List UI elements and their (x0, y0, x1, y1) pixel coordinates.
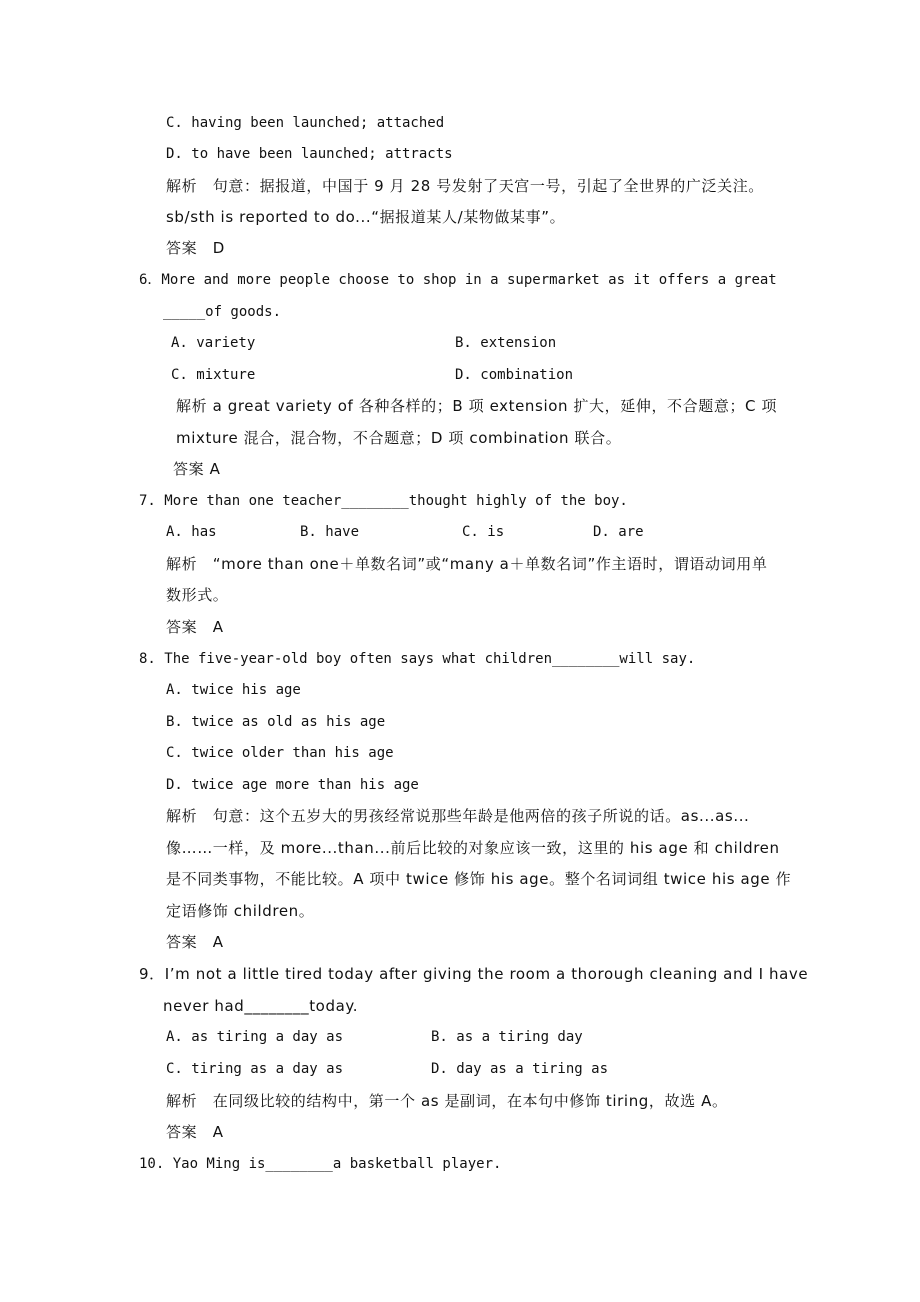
q10-stem: 10. Yao Ming is________a basketball player. (139, 1156, 502, 1172)
q9-stem-line-1: 9．I’m not a little tired today after giving the room a thorough cleaning and I have (139, 965, 809, 983)
q7-option-d: D. are (593, 524, 644, 540)
q5-answer: 答案 D (166, 239, 225, 257)
q8-explanation-line-1: 解析 句意：这个五岁大的男孩经常说那些年龄是他两倍的孩子所说的话。as...as... (166, 807, 750, 825)
q5-explanation-line-1: 解析 句意：据报道，中国于 9 月 28 号发射了天宫一号，引起了全世界的广泛关注。 (166, 177, 764, 195)
q8-option-d: D. twice age more than his age (166, 777, 419, 793)
q9-option-b: B. as a tiring day (431, 1029, 583, 1045)
q5-option-c: C. having been launched; attached (166, 115, 445, 131)
q6-option-c: C. mixture (171, 367, 256, 383)
q8-explanation-line-4: 定语修饰 children。 (166, 902, 315, 920)
q6-stem-line-1: 6．More and more people choose to shop in a supermarket as it offers a great (139, 272, 777, 288)
q6-stem-line-2: _____of goods. (163, 304, 282, 320)
q5-option-d: D. to have been launched; attracts (166, 146, 453, 162)
q6-answer: 答案 A (173, 460, 221, 478)
q6-option-a: A. variety (171, 335, 256, 351)
q8-option-a: A. twice his age (166, 682, 301, 698)
q8-explanation-line-2: 像……一样，及 more...than...前后比较的对象应该一致，这里的 his age 和 children (166, 839, 780, 857)
q5-explanation-line-2: sb/sth is reported to do...“据报道某人/某物做某事”。 (166, 208, 566, 226)
q8-option-b: B. twice as old as his age (166, 714, 386, 730)
q7-option-a: A. has (166, 524, 217, 540)
q6-explanation-line-2: mixture 混合，混合物，不合题意；D 项 combination 联合。 (176, 429, 622, 447)
q9-stem-line-2: never had________today. (163, 997, 359, 1015)
q7-explanation-line-1: 解析 “more than one＋单数名词”或“many a＋单数名词”作主语时，谓语动词用单 (166, 555, 768, 573)
q9-option-c: C. tiring as a day as (166, 1061, 344, 1077)
q9-answer: 答案 A (166, 1123, 224, 1141)
q6-explanation-line-1: 解析 a great variety of 各种各样的；B 项 extension 扩大，延伸，不合题意；C 项 (176, 397, 778, 415)
q7-answer: 答案 A (166, 618, 224, 636)
q8-stem: 8. The five-year-old boy often says what children________will say. (139, 651, 696, 667)
q6-option-d: D. combination (455, 367, 574, 383)
q7-explanation-line-2: 数形式。 (166, 586, 229, 604)
q8-option-c: C. twice older than his age (166, 745, 394, 761)
q8-explanation-line-3: 是不同类事物，不能比较。A 项中 twice 修饰 his age。整个名词词组 twice his age 作 (166, 870, 792, 888)
q7-option-b: B. have (300, 524, 360, 540)
q7-stem: 7. More than one teacher________thought highly of the boy. (139, 493, 628, 509)
q9-option-a: A. as tiring a day as (166, 1029, 344, 1045)
q8-answer: 答案 A (166, 933, 224, 951)
q9-explanation: 解析 在同级比较的结构中，第一个 as 是副词，在本句中修饰 tiring，故选 A。 (166, 1092, 728, 1110)
q7-option-c: C. is (462, 524, 505, 540)
q9-option-d: D. day as a tiring as (431, 1061, 609, 1077)
q6-option-b: B. extension (455, 335, 557, 351)
